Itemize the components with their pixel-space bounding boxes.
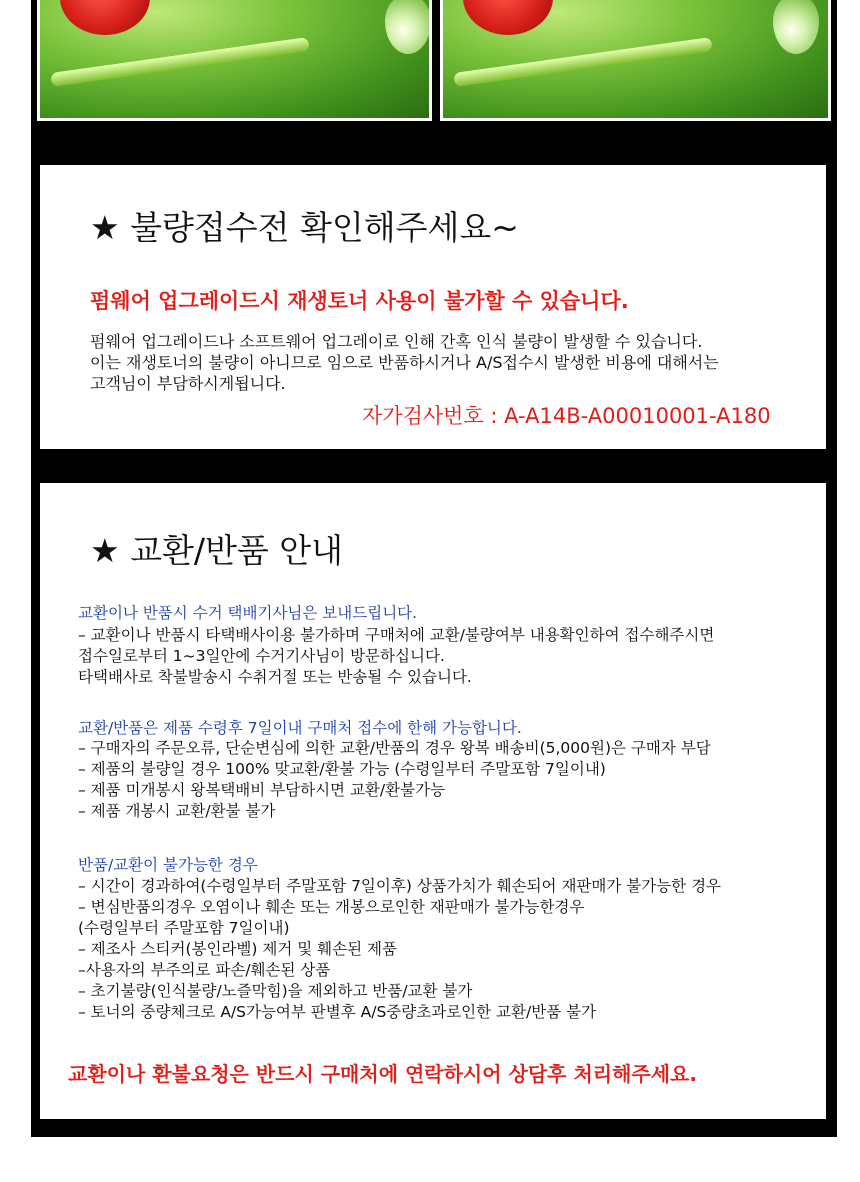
defect-notice-title: ★ 불량접수전 확인해주세요~ bbox=[90, 208, 519, 247]
list-item: – 시간이 경과하여(수령일부터 주말포함 7일이후) 상품가치가 훼손되어 재판매가 불가능한 경우 bbox=[78, 877, 722, 895]
page-frame bbox=[31, 0, 837, 1137]
list-item: – 초기불량(인식불량/노즐막힘)을 제외하고 반품/교환 불가 bbox=[78, 982, 473, 1000]
ladybug-graphic bbox=[463, 0, 553, 35]
list-item: – 구매자의 주문오류, 단순변심에 의한 교환/반품의 경우 왕복 배송비(5,000원)은 구매자 부담 bbox=[78, 739, 711, 757]
list-item: – 제품 개봉시 교환/환불 불가 bbox=[78, 802, 276, 820]
defect-notice-panel bbox=[40, 165, 826, 449]
contact-notice: 교환이나 환불요청은 반드시 구매처에 연락하시어 상담후 처리해주세요. bbox=[68, 1062, 697, 1086]
pickup-list bbox=[78, 625, 714, 688]
list-item: – 제품 미개봉시 왕복택배비 부담하시면 교환/환불가능 bbox=[78, 781, 446, 799]
product-photo-right bbox=[440, 0, 831, 121]
list-item: – 제품의 불량일 경우 100% 맞교환/환불 가능 (수령일부터 주말포함 7일이내) bbox=[78, 760, 606, 778]
photo-stem bbox=[453, 37, 712, 87]
list-item: – 변심반품의경우 오염이나 훼손 또는 개봉으로인한 재판매가 불가능한경우 bbox=[78, 898, 585, 916]
notice-paragraph bbox=[90, 331, 719, 394]
list-item: – 교환이나 반품시 타택배사이용 불가하며 구매처에 교환/불량여부 내용확인하여 접수해주시면 bbox=[78, 626, 715, 644]
photo-stem bbox=[50, 37, 309, 87]
list-item: – 토너의 중량체크로 A/S가능여부 판별후 A/S중량초과로인한 교환/반품 불가 bbox=[78, 1003, 597, 1021]
firmware-warning: 펌웨어 업그레이드시 재생토너 사용이 불가할 수 있습니다. bbox=[90, 289, 629, 313]
ladybug-graphic bbox=[60, 0, 150, 35]
not-allowed-list bbox=[78, 876, 721, 1023]
inspection-code: 자가검사번호 : A-A14B-A00010001-A180 bbox=[362, 404, 771, 428]
list-item: –사용자의 부주의로 파손/훼손된 상품 bbox=[78, 961, 331, 979]
eligibility-list bbox=[78, 738, 711, 822]
water-drop-graphic bbox=[773, 0, 819, 54]
product-photo-left bbox=[37, 0, 432, 121]
list-item: 타택배사로 착불발송시 수취거절 또는 반송될 수 있습니다. bbox=[78, 668, 472, 686]
notice-line: 고객님이 부담하시게됩니다. bbox=[90, 374, 286, 393]
water-drop-graphic bbox=[385, 0, 431, 54]
exchange-return-title: ★ 교환/반품 안내 bbox=[90, 531, 343, 570]
pickup-heading: 교환이나 반품시 수거 택배기사님은 보내드립니다. bbox=[78, 604, 418, 622]
notice-line: 펌웨어 업그레이드나 소프트웨어 업그레이로 인해 간혹 인식 불량이 발생할 수 있습니다. bbox=[90, 332, 703, 351]
list-item: (수령일부터 주말포함 7일이내) bbox=[78, 919, 290, 937]
list-item: 접수일로부터 1~3일안에 수거기사님이 방문하십니다. bbox=[78, 647, 445, 665]
eligibility-heading: 교환/반품은 제품 수령후 7일이내 구매처 접수에 한해 가능합니다. bbox=[78, 719, 522, 737]
list-item: – 제조사 스티커(봉인라벨) 제거 및 훼손된 제품 bbox=[78, 940, 397, 958]
exchange-return-panel bbox=[40, 483, 826, 1119]
notice-line: 이는 재생토너의 불량이 아니므로 임으로 반품하시거나 A/S접수시 발생한 비용에 대해서는 bbox=[90, 353, 719, 372]
not-allowed-heading: 반품/교환이 불가능한 경우 bbox=[78, 856, 258, 874]
